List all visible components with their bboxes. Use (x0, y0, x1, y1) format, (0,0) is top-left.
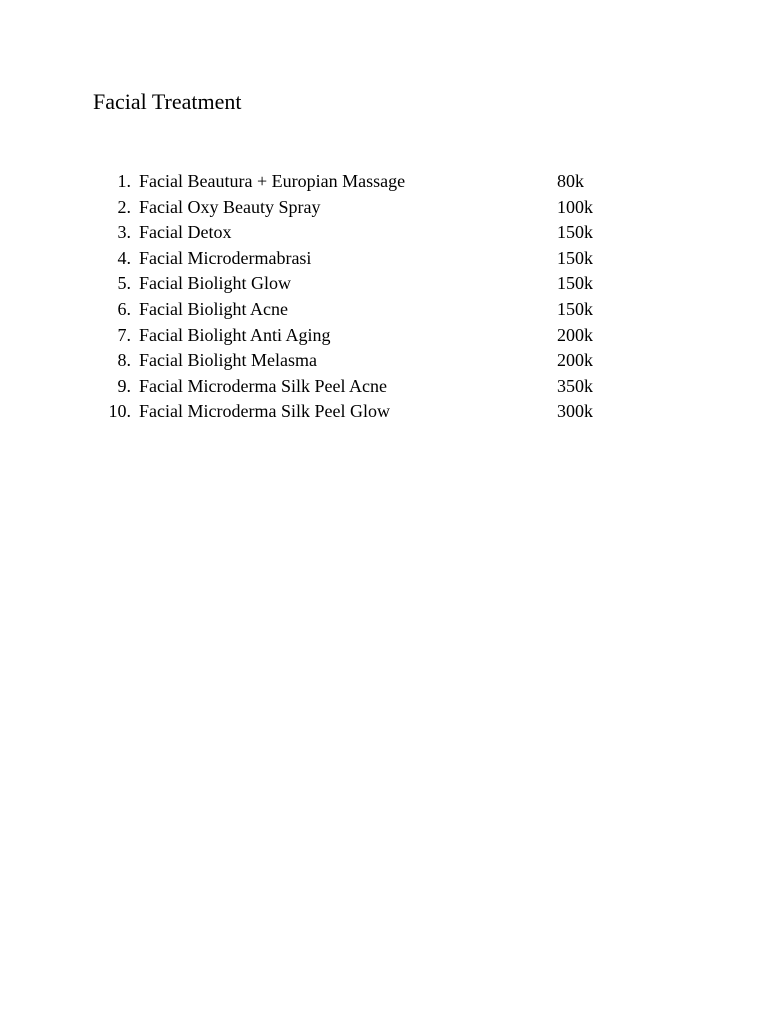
item-price: 100k (557, 196, 593, 217)
item-number: 4. (117, 247, 131, 268)
list-item (0, 348, 768, 374)
list-item (0, 220, 768, 246)
item-number: 10. (108, 401, 131, 422)
item-name: Facial Detox (139, 222, 232, 243)
item-name: Facial Microderma Silk Peel Acne (139, 375, 387, 396)
item-name: Facial Biolight Glow (139, 273, 291, 294)
item-price: 150k (557, 247, 593, 268)
item-price: 300k (557, 401, 593, 422)
list-item (0, 374, 768, 400)
item-number: 8. (117, 350, 131, 371)
item-name: Facial Biolight Melasma (139, 350, 317, 371)
item-name: Facial Biolight Anti Aging (139, 324, 331, 345)
item-number: 1. (117, 171, 131, 191)
list-item (0, 195, 768, 221)
item-price: 80k (557, 171, 584, 191)
item-name: Facial Microdermabrasi (139, 247, 312, 268)
list-item (0, 271, 768, 297)
list-item (0, 297, 768, 323)
item-number: 9. (117, 375, 131, 396)
item-price: 350k (557, 375, 593, 396)
item-price: 200k (557, 324, 593, 345)
item-name: Facial Microderma Silk Peel Glow (139, 401, 390, 422)
item-number: 6. (117, 298, 131, 319)
item-price: 200k (557, 350, 593, 371)
list-item (0, 169, 768, 195)
item-price: 150k (557, 298, 593, 319)
item-number: 5. (117, 273, 131, 294)
item-name: Facial Oxy Beauty Spray (139, 196, 321, 217)
item-number: 3. (117, 222, 131, 243)
treatment-price-list (0, 169, 768, 425)
item-number: 2. (117, 196, 131, 217)
list-item (0, 323, 768, 349)
item-name: Facial Biolight Acne (139, 298, 288, 319)
item-price: 150k (557, 273, 593, 294)
item-name: Facial Beautura + Europian Massage (139, 171, 406, 191)
document-title: Facial Treatment (93, 89, 242, 114)
item-number: 7. (117, 324, 131, 345)
item-price: 150k (557, 222, 593, 243)
list-item (0, 399, 768, 425)
list-item (0, 246, 768, 272)
